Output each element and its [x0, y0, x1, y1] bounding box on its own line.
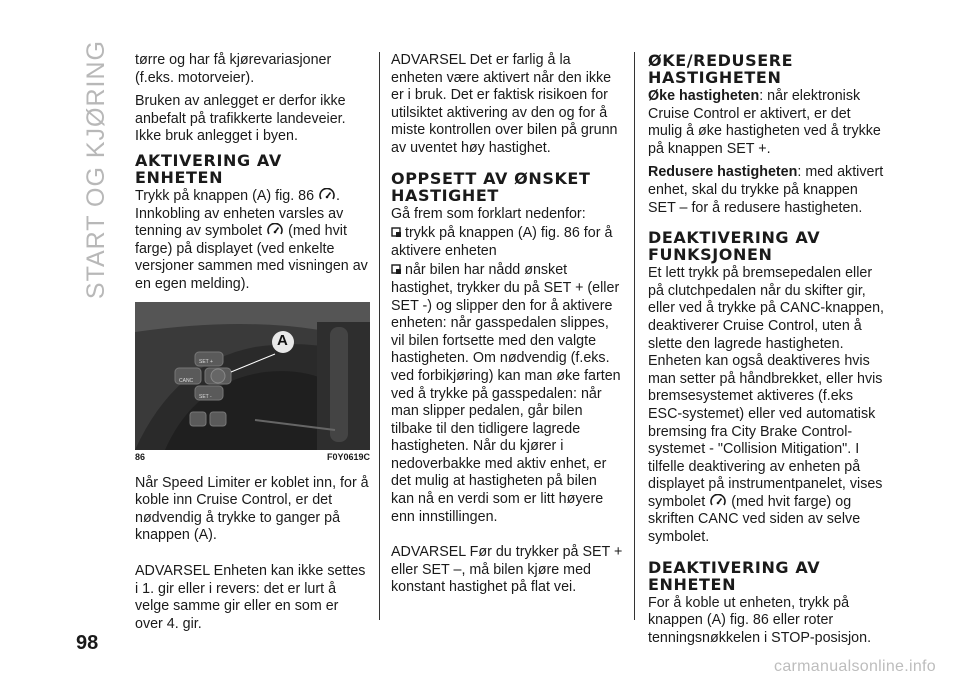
- steering-wheel-figure: [135, 302, 370, 450]
- paragraph-redusere: [648, 164, 884, 217]
- heading-line: OPPSETT AV ØNSKET: [391, 168, 591, 188]
- paragraph: Gå frem som forklart nedenfor:: [391, 205, 586, 222]
- heading-line: HASTIGHETEN: [648, 68, 782, 87]
- heading-line: HASTIGHET: [391, 185, 499, 205]
- text-run: Et lett trykk på bremsepedalen eller på clutchpedalen når du skifter gir, eller ved å trykke på CANC-knappen, deaktiverer Cruise Control, uten å slette den lagrede hastigheten. Enheten kan også deaktiveres hvis man setter på håndbrekket, eller hvis bremsesystemet aktiveres (f.eks ESC-systemet) eller ved automatisk bremsing fra City Brake Control-systemet - "Collision Mitigation". I tilfelle deaktivering av enheten på displayet på instrumentpanelet, vises symbolet: [648, 265, 885, 510]
- figure-btn-set-plus: SET +: [199, 358, 213, 365]
- section-heading-oppsett: [391, 170, 623, 204]
- figure-btn-set-minus: SET -: [199, 393, 212, 400]
- figure-caption: [135, 452, 370, 463]
- paragraph-aktivering: [135, 188, 370, 294]
- figure-number: 86: [135, 451, 146, 462]
- figure-btn-canc: CANC: [179, 377, 194, 384]
- section-heading-deaktivering-funksjonen: [648, 229, 884, 263]
- bullet-item: [391, 225, 623, 260]
- section-heading-oke: [648, 52, 884, 86]
- heading-line: AKTIVERING AV: [135, 150, 282, 170]
- heading-line: DEAKTIVERING AV: [648, 228, 821, 248]
- term-label: Øke hastigheten: [648, 88, 760, 104]
- column-3: [648, 52, 884, 653]
- cruise-control-icon: [266, 223, 284, 237]
- column-1: [135, 52, 370, 639]
- paragraph: Når Speed Limiter er koblet inn, for å koble inn Cruise Control, er det nødvendig å trykke to ganger på knappen (A).: [135, 474, 369, 544]
- figure-label-a: A: [277, 331, 288, 349]
- column-2: [391, 52, 623, 603]
- bullet-text: trykk på knappen (A) fig. 86 for å aktivere enheten: [391, 225, 613, 259]
- side-chapter-title: [82, 40, 116, 300]
- cruise-control-icon: [318, 188, 336, 202]
- section-heading-deaktivering-enheten: [648, 559, 884, 593]
- watermark: carmanualsonline.info: [774, 658, 936, 675]
- text-run: Trykk på knappen (A) fig. 86: [135, 187, 315, 204]
- warning-paragraph: ADVARSEL Enheten kan ikke settes i 1. gir eller i revers: det er lurt å velge samme gir eller en som er over 4. gir.: [135, 562, 366, 632]
- bullet-text: når bilen har nådd ønsket hastighet, trykker du på SET + (eller SET -) og slipper den for å aktivere enheten: når gasspedalen slippes, vil bilen fortsette med den valgte hastigheten. Om nødvendig (f.eks. ved forbikjøring) kan man øke farten ved å trykke på gasspedalen: når man slipper pedalen, går bilen tilbake til den tidligere lagrede hastigheten. Når du kjører i nedoverbakke med aktiv enhet, er det mulig at hastigheten på bilen kan nå en verdi som er litt høyere enn innstillingen.: [391, 262, 621, 525]
- section-heading-aktivering: [135, 152, 370, 186]
- paragraph: Bruken av anlegget er derfor ikke anbefalt på trafikkerte landeveier. Ikke bruk anlegget i byen.: [135, 93, 346, 145]
- warning-paragraph: ADVARSEL Før du trykker på SET + eller SET –, må bilen kjøre med konstant hastighet på flat vei.: [391, 544, 623, 596]
- steering-wheel-illustration: [135, 302, 370, 450]
- bullet-icon: [391, 227, 402, 238]
- paragraph-deaktivering: [648, 265, 884, 547]
- text-run: : når elektronisk Cruise Control er aktivert, er det mulig å øke hastigheten ved å trykke på knappen SET +.: [648, 88, 881, 157]
- text-run: (med hvit farge) og skriften CANC ved siden av selve symbolet.: [648, 493, 861, 546]
- warning-paragraph: ADVARSEL Det er farlig å la enheten være aktivert når den ikke er i bruk. Det er faktisk risikoen for utilsiktet aktivering av den og for å miste kontrollen over bilen på grunn av uventet høy hastighet.: [391, 52, 618, 156]
- figure-code: F0Y0619C: [326, 451, 370, 462]
- bullet-item: [391, 262, 623, 526]
- paragraph: tørre og har få kjørevariasjoner (f.eks. motorveier).: [135, 52, 332, 86]
- heading-line: ENHETEN: [648, 574, 737, 594]
- cruise-control-icon: [709, 494, 727, 508]
- text-run: : med aktivert enhet, skal du trykke på knappen SET – for å redusere hastigheten.: [648, 164, 884, 216]
- page-number: 98: [76, 632, 99, 654]
- paragraph: For å koble ut enheten, trykk på knappen (A) fig. 86 eller roter tenningsnøkkelen i STOP-posisjon.: [648, 594, 872, 646]
- text-run: (med hvit farge) på displayet (ved enkelte versjoner sammen med visningen av en egen melding).: [135, 223, 368, 292]
- term-label: Redusere hastigheten: [648, 164, 798, 181]
- heading-line: ENHETEN: [135, 167, 224, 187]
- text-run: Innkobling av enheten varsles av tenning av symbolet: [135, 205, 344, 240]
- paragraph-oke: [648, 88, 884, 158]
- column-divider-2: [634, 52, 635, 620]
- heading-line: ØKE/REDUSERE: [648, 51, 794, 70]
- heading-line: DEAKTIVERING AV: [648, 557, 821, 577]
- column-divider-1: [379, 52, 380, 620]
- heading-line: FUNKSJONEN: [648, 245, 773, 265]
- text-run: .: [336, 187, 341, 204]
- side-chapter-title-text: START OG KJØRING: [82, 40, 110, 300]
- bullet-icon: [391, 264, 402, 275]
